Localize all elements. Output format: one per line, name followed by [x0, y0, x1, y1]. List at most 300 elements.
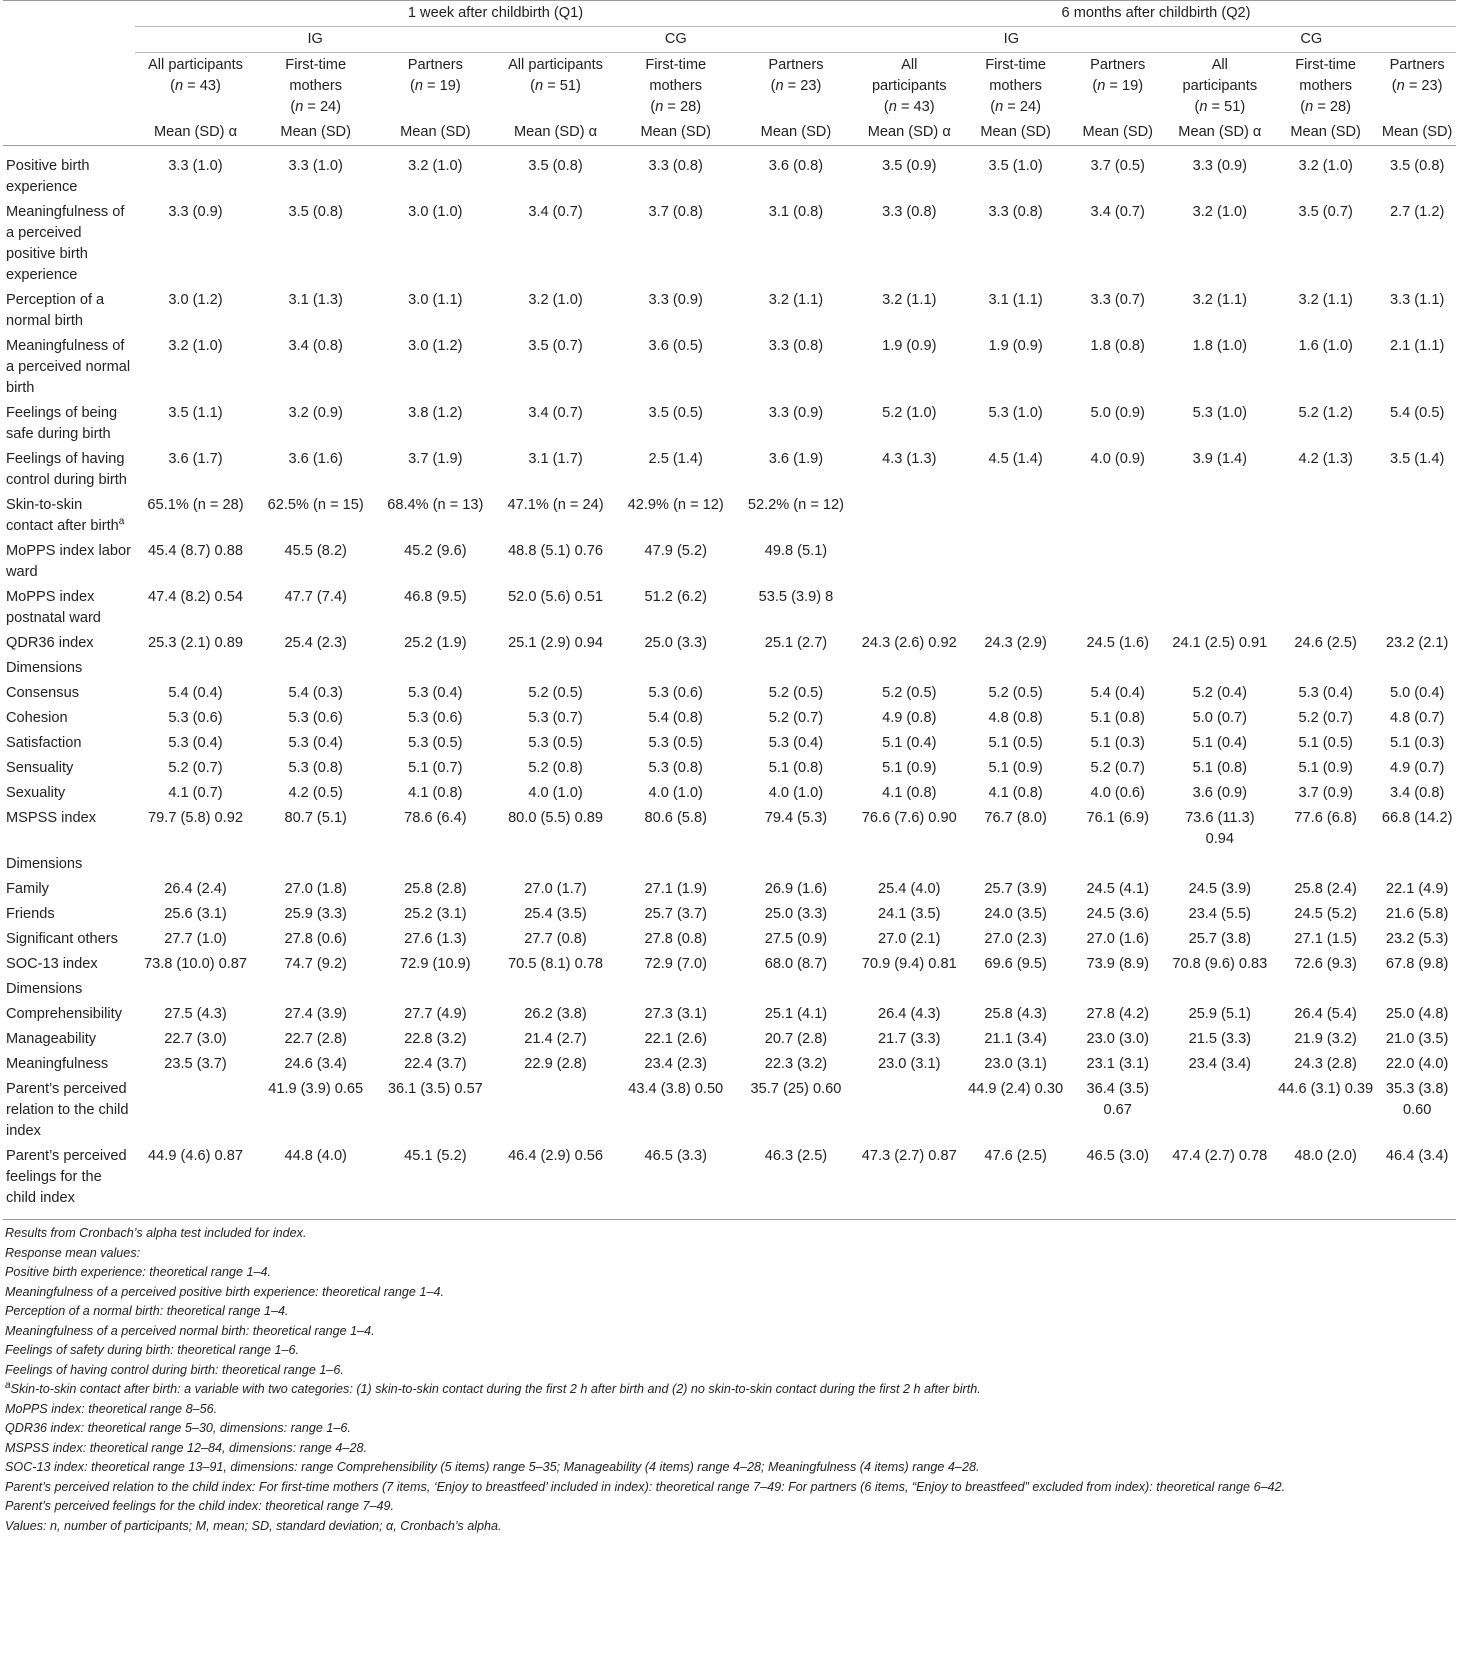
- table-cell: 3.5 (1.1): [168, 405, 223, 421]
- row-label: [3, 200, 135, 288]
- table-cell: 76.1 (6.9): [1086, 810, 1149, 826]
- row-label: [3, 706, 135, 731]
- table-cell: [1167, 1077, 1273, 1144]
- table-cell: 25.7 (3.8): [1188, 931, 1252, 947]
- table-cell: 5.1 (0.8): [1090, 710, 1145, 726]
- table-cell: 5.1 (0.8): [1192, 760, 1247, 776]
- table-cell: 3.5 (0.9): [882, 158, 937, 174]
- row-label-text: Family: [6, 881, 49, 897]
- table-cell: 3.1 (1.7): [528, 451, 583, 467]
- table-cell: 47.4 (2.7) 0.78: [1167, 1144, 1273, 1220]
- column-label: Partners: [1389, 57, 1445, 73]
- column-n-open: (: [650, 99, 656, 115]
- table-cell: 21.9 (3.2): [1294, 1031, 1357, 1047]
- row-label: [3, 1027, 135, 1052]
- row-label-text: Comprehensibility: [6, 1006, 122, 1022]
- column-stat-label: Mean (SD) α: [1167, 120, 1273, 146]
- table-cell: 27.8 (0.8): [644, 931, 707, 947]
- table-cell: 23.0 (3.1): [984, 1056, 1047, 1072]
- table-cell: 27.5 (4.3): [164, 1006, 227, 1022]
- table-cell: 4.9 (0.7): [1389, 760, 1445, 776]
- row-label-text: Perception of a normal birth: [6, 292, 105, 329]
- column-n-open: (: [1300, 99, 1306, 115]
- column-label-cont: mothers: [1299, 78, 1352, 94]
- table-row: [3, 539, 1456, 585]
- table-cell: 5.3 (0.7): [528, 710, 583, 726]
- table-cell: 5.4 (0.8): [648, 710, 703, 726]
- table-cell: 24.6 (2.5): [1294, 635, 1357, 651]
- section-row: [3, 977, 1456, 1002]
- row-label-sup: a: [118, 516, 125, 528]
- table-cell: 4.5 (1.4): [988, 451, 1043, 467]
- row-label: [3, 1052, 135, 1077]
- table-cell: 73.6 (11.3) 0.94: [1185, 810, 1255, 847]
- table-cell: 46.4 (3.4): [1378, 1144, 1456, 1220]
- table-cell: 4.0 (1.0): [768, 785, 824, 801]
- footnote-text: MSPSS index: theoretical range 12–84, dimensions: range 4–28.: [5, 1440, 367, 1455]
- table-cell: 23.2 (5.3): [1385, 931, 1449, 947]
- table-cell: 21.0 (3.5): [1385, 1031, 1449, 1047]
- column-n-value: = 28): [663, 99, 702, 115]
- table-cell: 25.0 (4.8): [1385, 1006, 1449, 1022]
- table-cell: [962, 493, 1068, 539]
- column-n-symbol: n: [655, 99, 664, 115]
- table-cell: 47.7 (7.4): [284, 589, 347, 605]
- table-cell: 5.3 (0.5): [528, 735, 583, 751]
- table-cell: 68.0 (8.7): [764, 956, 828, 972]
- table-cell: 26.4 (4.3): [878, 1006, 941, 1022]
- table-cell: 24.5 (3.9): [1188, 881, 1252, 897]
- table-row: [3, 706, 1456, 731]
- table-cell: 25.1 (2.9) 0.94: [508, 635, 603, 651]
- table-cell: 22.9 (2.8): [524, 1056, 587, 1072]
- table-cell: 3.2 (1.0): [408, 158, 463, 174]
- column-n-value: = 51): [1207, 99, 1246, 115]
- column-stat-label: Mean (SD): [1069, 120, 1167, 146]
- column-n-value: = 24): [303, 99, 342, 115]
- table-cell: 43.4 (3.8) 0.50: [628, 1081, 724, 1097]
- table-cell: 3.3 (0.9): [648, 292, 703, 308]
- table-cell: 3.3 (0.7): [1090, 292, 1145, 308]
- table-cell: 5.2 (0.7): [168, 760, 223, 776]
- table-cell: 74.7 (9.2): [284, 956, 347, 972]
- row-label-text: Sexuality: [6, 785, 66, 801]
- table-cell: 5.1 (0.4): [1192, 735, 1247, 751]
- row-label-text: Manageability: [6, 1031, 97, 1047]
- table-cell: 3.8 (1.2): [408, 405, 463, 421]
- table-cell: 23.2 (2.1): [1385, 635, 1449, 651]
- table-cell: 46.8 (9.5): [404, 589, 467, 605]
- table-cell: 3.1 (1.3): [288, 292, 343, 308]
- table-cell: 3.0 (1.0): [408, 204, 463, 220]
- table-cell: 5.1 (0.3): [1090, 735, 1145, 751]
- table-cell: 5.2 (1.0): [882, 405, 937, 421]
- table-row: [3, 1144, 1456, 1220]
- table-cell: 3.6 (0.9): [1192, 785, 1247, 801]
- table-cell: 3.5 (0.8): [1389, 158, 1445, 174]
- row-label-text: Parent’s perceived relation to the child index: [6, 1081, 129, 1139]
- column-label-cont: participants: [871, 78, 947, 94]
- table-cell: 69.6 (9.5): [984, 956, 1047, 972]
- row-label: [3, 493, 135, 539]
- table-cell: [1273, 585, 1378, 631]
- row-label-text: Significant others: [6, 931, 118, 947]
- table-cell: [1273, 493, 1378, 539]
- footnote-line: [5, 1224, 1456, 1244]
- table-cell: 72.9 (10.9): [400, 956, 471, 972]
- table-cell: 27.8 (4.2): [1086, 1006, 1149, 1022]
- column-label-cont: mothers: [989, 78, 1042, 94]
- header-row-stat: [3, 120, 1456, 146]
- row-label-text: MoPPS index postnatal ward: [6, 589, 101, 626]
- table-row: [3, 1027, 1456, 1052]
- table-cell: 4.1 (0.7): [168, 785, 223, 801]
- table-cell: 1.8 (1.0): [1192, 338, 1247, 354]
- column-stat-label: Mean (SD): [736, 120, 856, 146]
- table-cell: 3.3 (0.9): [768, 405, 824, 421]
- table-cell: 5.3 (0.8): [648, 760, 703, 776]
- column-header: [495, 53, 615, 121]
- table-row: [3, 877, 1456, 902]
- column-n-symbol: n: [1199, 99, 1208, 115]
- table-cell: 25.0 (3.3): [644, 635, 707, 651]
- table-cell: 25.0 (3.3): [764, 906, 828, 922]
- footnote-text: Response mean values:: [5, 1245, 141, 1260]
- column-label: All participants: [148, 57, 243, 73]
- table-cell: 23.4 (5.5): [1188, 906, 1252, 922]
- table-cell: 5.2 (0.4): [1192, 685, 1247, 701]
- table-cell: 5.3 (0.6): [648, 685, 703, 701]
- column-header: [1378, 53, 1456, 121]
- header-q2: 6 months after childbirth (Q2): [856, 1, 1456, 27]
- table-cell: 5.3 (0.5): [648, 735, 703, 751]
- column-label: First-time: [985, 57, 1047, 73]
- table-cell: [962, 585, 1068, 631]
- footnote-text: Results from Cronbach’s alpha test included for index.: [5, 1226, 307, 1240]
- header-corner: [3, 1, 135, 27]
- column-label-cont: participants: [1182, 78, 1258, 94]
- table-cell: 25.6 (3.1): [164, 906, 227, 922]
- table-cell: 5.3 (0.5): [408, 735, 463, 751]
- table-cell: 22.1 (2.6): [644, 1031, 707, 1047]
- table-cell: 35.7 (25) 0.60: [750, 1081, 842, 1097]
- table-row: [3, 493, 1456, 539]
- table-cell: 22.3 (3.2): [764, 1056, 828, 1072]
- row-label-text: Meaningfulness of a perceived normal birth: [6, 338, 131, 396]
- row-label: [3, 781, 135, 806]
- table-cell: 4.8 (0.8): [988, 710, 1043, 726]
- column-n-open: (: [770, 78, 776, 94]
- table-cell: 5.1 (0.9): [1298, 760, 1353, 776]
- table-cell: 25.7 (3.7): [644, 906, 707, 922]
- footnote-line: [5, 1478, 1456, 1498]
- table-cell: 42.9% (n = 12): [627, 497, 724, 513]
- table-cell: 47.1% (n = 24): [507, 497, 604, 513]
- table-cell: 24.5 (3.6): [1086, 906, 1149, 922]
- footnote-line: [5, 1497, 1456, 1517]
- table-cell: 5.3 (0.4): [408, 685, 463, 701]
- column-header: [135, 53, 256, 121]
- footnote-text: QDR36 index: theoretical range 5–30, dimensions: range 1–6.: [5, 1421, 351, 1435]
- table-cell: 24.3 (2.6) 0.92: [861, 635, 957, 651]
- table-cell: 1.6 (1.0): [1298, 338, 1353, 354]
- header-corner: [3, 53, 135, 121]
- table-cell: 5.4 (0.5): [1389, 405, 1445, 421]
- column-label: All participants: [508, 57, 603, 73]
- column-header: [1167, 53, 1273, 121]
- table-cell: 5.2 (0.5): [528, 685, 583, 701]
- row-label-text: SOC-13 index: [6, 956, 98, 972]
- column-header: [962, 53, 1068, 121]
- table-cell: 21.1 (3.4): [984, 1031, 1047, 1047]
- column-n-symbol: n: [295, 99, 304, 115]
- table-cell: 27.0 (1.6): [1086, 931, 1149, 947]
- table-cell: 3.3 (1.0): [168, 158, 223, 174]
- table-row: [3, 146, 1456, 201]
- footnote-line: [5, 1458, 1456, 1478]
- table-cell: 25.7 (3.9): [984, 881, 1047, 897]
- table-cell: 27.8 (0.6): [284, 931, 347, 947]
- footnote-text: Feelings of safety during birth: theoretical range 1–6.: [5, 1343, 300, 1357]
- table-cell: 3.2 (1.0): [1298, 158, 1353, 174]
- table-cell: 23.4 (2.3): [644, 1056, 707, 1072]
- column-n-symbol: n: [414, 78, 423, 94]
- table-cell: 5.0 (0.9): [1090, 405, 1145, 421]
- column-stat-label: Mean (SD) α: [495, 120, 615, 146]
- table-cell: 46.3 (2.5): [736, 1144, 856, 1220]
- column-header: [1069, 53, 1167, 121]
- column-n-symbol: n: [1097, 78, 1106, 94]
- column-n-open: (: [290, 99, 296, 115]
- row-label-text: Satisfaction: [6, 735, 82, 751]
- table-cell: 21.7 (3.3): [878, 1031, 941, 1047]
- table-cell: 3.5 (0.7): [1298, 204, 1353, 220]
- column-n-value: = 19): [1105, 78, 1144, 94]
- table-cell: 3.3 (0.8): [988, 204, 1043, 220]
- table-cell: 5.1 (0.5): [988, 735, 1043, 751]
- row-label-text: Positive birth experience: [6, 158, 90, 195]
- table-cell: 3.6 (0.5): [648, 338, 703, 354]
- table-cell: 3.7 (0.5): [1090, 158, 1145, 174]
- table-cell: 5.4 (0.3): [288, 685, 343, 701]
- table-cell: 5.3 (0.8): [288, 760, 343, 776]
- header-group-ig: IG: [856, 27, 1167, 53]
- column-label-cont: mothers: [289, 78, 343, 94]
- column-n-value: = 23): [783, 78, 822, 94]
- column-n-open: (: [1092, 78, 1098, 94]
- table-cell: 3.0 (1.1): [408, 292, 463, 308]
- header-corner: [3, 120, 135, 146]
- table-cell: 23.0 (3.0): [1086, 1031, 1149, 1047]
- table-cell: 73.8 (10.0) 0.87: [143, 956, 248, 972]
- column-n-symbol: n: [1305, 99, 1314, 115]
- table-cell: 3.5 (0.8): [288, 204, 343, 220]
- footnote-text: Perception of a normal birth: theoretical range 1–4.: [5, 1304, 289, 1318]
- table-cell: 4.0 (1.0): [648, 785, 703, 801]
- table-cell: 5.1 (0.5): [1298, 735, 1353, 751]
- table-cell: 24.1 (3.5): [878, 906, 941, 922]
- table-cell: 2.5 (1.4): [648, 451, 703, 467]
- table-cell: 25.9 (3.3): [284, 906, 347, 922]
- table-row: [3, 952, 1456, 977]
- table-cell: 27.3 (3.1): [644, 1006, 707, 1022]
- table-cell: 80.7 (5.1): [284, 810, 347, 826]
- table-cell: [1069, 493, 1167, 539]
- table-cell: 70.5 (8.1) 0.78: [508, 956, 603, 972]
- header-row-columns: [3, 53, 1456, 121]
- column-n-value: = 43): [183, 78, 221, 94]
- row-label-text: QDR36 index: [6, 635, 94, 651]
- footnote-text: Positive birth experience: theoretical range 1–4.: [5, 1265, 272, 1279]
- header-q1: 1 week after childbirth (Q1): [135, 1, 856, 27]
- row-label: [3, 334, 135, 401]
- table-cell: 27.0 (2.3): [984, 931, 1047, 947]
- table-cell: 23.1 (3.1): [1086, 1056, 1149, 1072]
- table-cell: 47.9 (5.2): [644, 543, 707, 559]
- table-row: [3, 1002, 1456, 1027]
- row-label: [3, 539, 135, 585]
- table-cell: 27.0 (2.1): [878, 931, 941, 947]
- footnote-line: [5, 1380, 1456, 1400]
- column-label: First-time: [1295, 57, 1357, 73]
- table-cell: 4.0 (0.9): [1090, 451, 1145, 467]
- table-cell: 24.1 (2.5) 0.91: [1172, 635, 1268, 651]
- footnote-line: [5, 1244, 1456, 1264]
- column-n-symbol: n: [995, 99, 1004, 115]
- table-cell: 5.3 (0.4): [1298, 685, 1353, 701]
- row-label: [3, 681, 135, 706]
- table-cell: 4.9 (0.8): [882, 710, 937, 726]
- table-cell: 52.0 (5.6) 0.51: [508, 589, 603, 605]
- table-cell: 44.6 (3.1) 0.39: [1278, 1081, 1374, 1097]
- row-label-text: Sensuality: [6, 760, 74, 776]
- table-cell: 21.4 (2.7): [524, 1031, 587, 1047]
- table-cell: 5.3 (0.6): [288, 710, 343, 726]
- table-cell: 4.1 (0.8): [988, 785, 1043, 801]
- table-cell: 44.9 (4.6) 0.87: [135, 1144, 256, 1220]
- table-cell: 70.8 (9.6) 0.83: [1172, 956, 1268, 972]
- table-cell: 5.1 (0.9): [882, 760, 937, 776]
- footnote-text: MoPPS index: theoretical range 8–56.: [5, 1401, 218, 1416]
- table-cell: 36.4 (3.5) 0.67: [1086, 1081, 1149, 1118]
- table-cell: 45.2 (9.6): [404, 543, 467, 559]
- column-label: First-time: [285, 57, 347, 73]
- row-label-text: Parent’s perceived feelings for the child index: [6, 1148, 127, 1206]
- table-cell: 2.1 (1.1): [1389, 338, 1445, 354]
- column-n-symbol: n: [535, 78, 544, 94]
- table-cell: [1167, 585, 1273, 631]
- table-cell: 45.5 (8.2): [284, 543, 347, 559]
- section-row: [3, 852, 1456, 877]
- row-label-text: MSPSS index: [6, 810, 97, 826]
- column-n-value: = 24): [1003, 99, 1041, 115]
- table-cell: 3.4 (0.8): [288, 338, 343, 354]
- table-cell: 27.1 (1.5): [1294, 931, 1357, 947]
- section-label: Dimensions: [6, 981, 83, 997]
- row-label-text: Feelings of having control during birth: [6, 451, 127, 488]
- table-cell: 5.4 (0.4): [168, 685, 223, 701]
- table-cell: 3.5 (0.7): [528, 338, 583, 354]
- table-cell: 24.3 (2.9): [984, 635, 1047, 651]
- footnote-line: [5, 1283, 1456, 1303]
- table-cell: 3.4 (0.7): [1090, 204, 1145, 220]
- table-cell: 4.2 (1.3): [1298, 451, 1353, 467]
- column-n-open: (: [990, 99, 996, 115]
- table-cell: 27.7 (4.9): [404, 1006, 467, 1022]
- table-cell: 76.7 (8.0): [984, 810, 1047, 826]
- header-group-cg: CG: [495, 27, 856, 53]
- table-cell: 26.9 (1.6): [764, 881, 828, 897]
- row-label: [3, 902, 135, 927]
- row-label: [3, 927, 135, 952]
- table-row: [3, 288, 1456, 334]
- table-cell: 3.2 (0.9): [288, 405, 343, 421]
- footnote-text: Skin-to-skin contact after birth: a variable with two categories: (1) skin-to-skin contact during the first 2 h after birth and (2) no skin-to-skin contact during the first 2 h after birth.: [10, 1382, 981, 1396]
- table-cell: 1.8 (0.8): [1090, 338, 1145, 354]
- row-label-text: Friends: [6, 906, 55, 922]
- table-cell: 27.7 (1.0): [164, 931, 227, 947]
- table-cell: 4.1 (0.8): [882, 785, 937, 801]
- table-cell: 3.0 (1.2): [168, 292, 223, 308]
- column-stat-label: Mean (SD): [1378, 120, 1456, 146]
- table-cell: 5.2 (1.2): [1298, 405, 1353, 421]
- table-cell: [1167, 493, 1273, 539]
- table-cell: 21.6 (5.8): [1385, 906, 1449, 922]
- table-row: [3, 756, 1456, 781]
- table-cell: 25.8 (2.8): [404, 881, 467, 897]
- row-label-text: Cohesion: [6, 710, 68, 726]
- table-cell: 3.9 (1.4): [1192, 451, 1247, 467]
- table-cell: 5.2 (0.5): [988, 685, 1043, 701]
- row-label-text: Meaningfulness of a perceived positive birth experience: [6, 204, 125, 283]
- table-cell: 5.2 (0.5): [768, 685, 824, 701]
- footnote-text: Feelings of having control during birth: theoretical range 1–6.: [5, 1362, 344, 1377]
- column-header: [256, 53, 375, 121]
- table-cell: 46.5 (3.3): [616, 1144, 736, 1220]
- table-cell: 35.3 (3.8) 0.60: [1385, 1081, 1449, 1118]
- table-cell: 3.3 (1.0): [288, 158, 343, 174]
- table-cell: 3.5 (0.8): [528, 158, 583, 174]
- header-row-period: [3, 1, 1456, 27]
- table-cell: 3.3 (1.1): [1389, 292, 1445, 308]
- column-stat-label: Mean (SD): [256, 120, 375, 146]
- column-n-symbol: n: [1396, 78, 1405, 94]
- table-cell: 3.7 (0.9): [1298, 785, 1353, 801]
- column-header: [616, 53, 736, 121]
- footnote-line: [5, 1302, 1456, 1322]
- table-cell: 4.0 (0.6): [1090, 785, 1145, 801]
- table-cell: 25.2 (3.1): [404, 906, 467, 922]
- table-cell: [1378, 493, 1456, 539]
- table-cell: 45.4 (8.7) 0.88: [148, 543, 243, 559]
- table-cell: 3.7 (1.9): [408, 451, 463, 467]
- table-cell: 3.2 (1.0): [168, 338, 223, 354]
- table-cell: [1167, 539, 1273, 585]
- table-cell: 25.2 (1.9): [404, 635, 467, 651]
- table-cell: 70.9 (9.4) 0.81: [861, 956, 957, 972]
- table-cell: 25.8 (4.3): [984, 1006, 1047, 1022]
- table-cell: 27.0 (1.7): [524, 881, 587, 897]
- table-cell: 22.4 (3.7): [404, 1056, 467, 1072]
- table-cell: 47.4 (8.2) 0.54: [148, 589, 243, 605]
- table-row: [3, 401, 1456, 447]
- table-cell: 5.1 (0.3): [1389, 735, 1445, 751]
- table-cell: 23.4 (3.4): [1188, 1056, 1252, 1072]
- column-n-open: (: [1194, 99, 1200, 115]
- table-cell: 5.3 (0.6): [408, 710, 463, 726]
- table-cell: 5.1 (0.9): [988, 760, 1043, 776]
- column-n-open: (: [883, 99, 889, 115]
